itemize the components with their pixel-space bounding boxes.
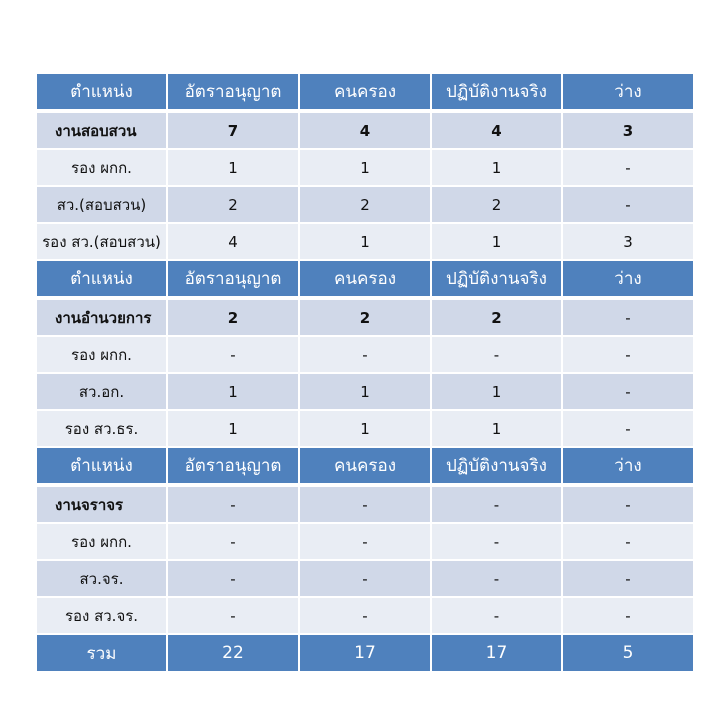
table-row (36, 597, 694, 634)
table-row (36, 111, 694, 149)
vacant-value: - (562, 523, 694, 560)
header-actual: ปฏิบัติงานจริง (431, 447, 562, 485)
actual-value: 2 (431, 298, 562, 336)
header-vacant: ว่าง (562, 260, 694, 298)
table-row (36, 149, 694, 186)
position-name: งานจราจร (36, 485, 167, 523)
allowed-value: 7 (167, 111, 299, 149)
header-allowed: อัตราอนุญาต (167, 73, 299, 111)
header-actual: ปฏิบัติงานจริง (431, 260, 562, 298)
position-name: รอง ผกก. (36, 149, 167, 186)
allowed-value: - (167, 336, 299, 373)
actual-value: 1 (431, 410, 562, 447)
total-row (36, 634, 694, 672)
actual-value: - (431, 560, 562, 597)
vacant-value: - (562, 186, 694, 223)
vacant-value: - (562, 410, 694, 447)
vacant-value: - (562, 485, 694, 523)
position-name: รอง ผกก. (36, 523, 167, 560)
occupied-value: 4 (299, 111, 431, 149)
allowed-value: 1 (167, 410, 299, 447)
occupied-value: - (299, 336, 431, 373)
total-allowed: 22 (167, 634, 299, 672)
actual-value: 2 (431, 186, 562, 223)
total-actual: 17 (431, 634, 562, 672)
occupied-value: - (299, 597, 431, 634)
occupied-value: 1 (299, 223, 431, 260)
occupied-value: - (299, 560, 431, 597)
header-position: ตำแหน่ง (36, 260, 167, 298)
table-row (36, 186, 694, 223)
position-name: สว.อก. (36, 373, 167, 410)
header-allowed: อัตราอนุญาต (167, 447, 299, 485)
allowed-value: - (167, 560, 299, 597)
table-row (36, 560, 694, 597)
vacant-value: - (562, 298, 694, 336)
position-name: รอง สว.ธร. (36, 410, 167, 447)
occupied-value: 1 (299, 149, 431, 186)
table-row (36, 373, 694, 410)
header-position: ตำแหน่ง (36, 447, 167, 485)
actual-value: - (431, 336, 562, 373)
actual-value: 4 (431, 111, 562, 149)
vacant-value: - (562, 373, 694, 410)
position-name: สว.จร. (36, 560, 167, 597)
allowed-value: 2 (167, 298, 299, 336)
header-position: ตำแหน่ง (36, 73, 167, 111)
position-name: รอง สว.จร. (36, 597, 167, 634)
header-occupied: คนครอง (299, 73, 431, 111)
occupied-value: 2 (299, 186, 431, 223)
table-row (36, 523, 694, 560)
actual-value: 1 (431, 373, 562, 410)
table-row (36, 410, 694, 447)
header-allowed: อัตราอนุญาต (167, 260, 299, 298)
table-row (36, 223, 694, 260)
actual-value: - (431, 485, 562, 523)
allowed-value: 1 (167, 373, 299, 410)
actual-value: 1 (431, 149, 562, 186)
occupied-value: 1 (299, 410, 431, 447)
vacant-value: 3 (562, 223, 694, 260)
allowed-value: 1 (167, 149, 299, 186)
occupied-value: - (299, 485, 431, 523)
table-row (36, 336, 694, 373)
position-name: สว.(สอบสวน) (36, 186, 167, 223)
vacant-value: - (562, 336, 694, 373)
occupied-value: 1 (299, 373, 431, 410)
header-row (36, 260, 694, 298)
header-row (36, 447, 694, 485)
header-vacant: ว่าง (562, 73, 694, 111)
actual-value: - (431, 597, 562, 634)
vacant-value: - (562, 560, 694, 597)
position-name: รอง ผกก. (36, 336, 167, 373)
total-occupied: 17 (299, 634, 431, 672)
total-vacant: 5 (562, 634, 694, 672)
actual-value: - (431, 523, 562, 560)
allowed-value: 2 (167, 186, 299, 223)
header-row (36, 73, 694, 111)
vacant-value: - (562, 597, 694, 634)
actual-value: 1 (431, 223, 562, 260)
vacant-value: - (562, 149, 694, 186)
header-actual: ปฏิบัติงานจริง (431, 73, 562, 111)
header-occupied: คนครอง (299, 447, 431, 485)
allowed-value: - (167, 523, 299, 560)
allowed-value: - (167, 485, 299, 523)
total-label: รวม (36, 634, 167, 672)
position-name: งานสอบสวน (36, 111, 167, 149)
vacant-value: 3 (562, 111, 694, 149)
occupied-value: 2 (299, 298, 431, 336)
table-row (36, 298, 694, 336)
position-name: งานอำนวยการ (36, 298, 167, 336)
allowed-value: 4 (167, 223, 299, 260)
header-occupied: คนครอง (299, 260, 431, 298)
position-name: รอง สว.(สอบสวน) (36, 223, 167, 260)
table-row (36, 485, 694, 523)
header-vacant: ว่าง (562, 447, 694, 485)
staffing-table (35, 72, 695, 673)
allowed-value: - (167, 597, 299, 634)
occupied-value: - (299, 523, 431, 560)
